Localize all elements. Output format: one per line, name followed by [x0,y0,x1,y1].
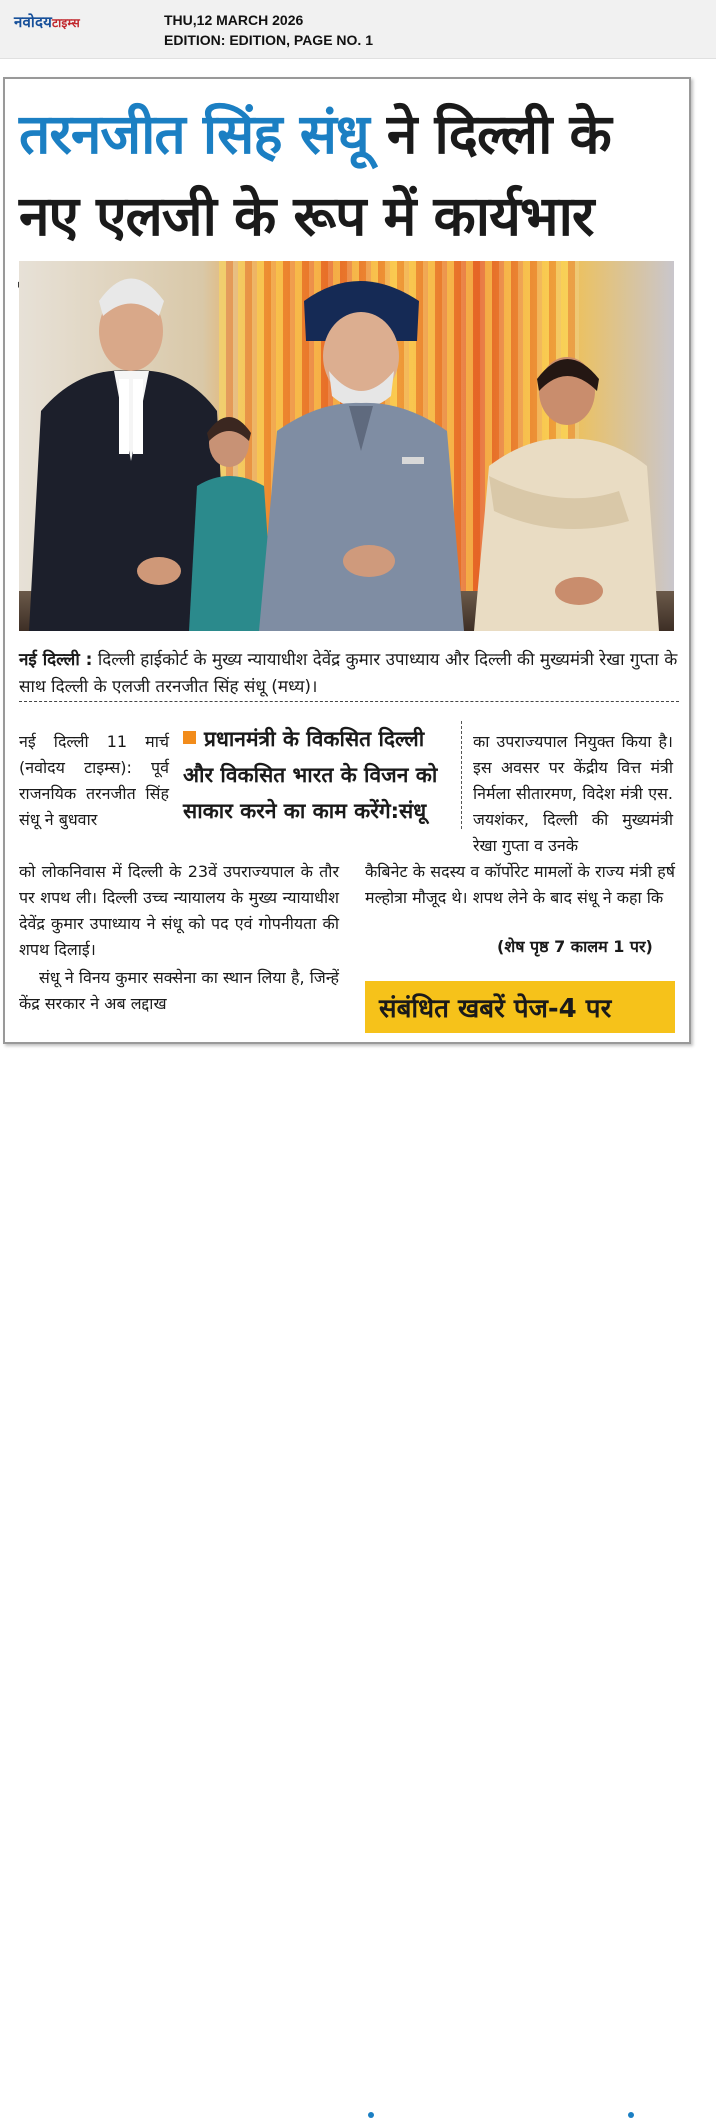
related-news-text: संबंधित खबरें पेज-4 पर [379,994,612,1024]
logo-text-2: टाइम्स [52,16,80,30]
photo-figures [19,261,674,631]
edition-info [164,10,373,50]
photo-caption [19,647,679,701]
top-bar [0,0,716,59]
dot-marker-icon [368,2112,374,2118]
related-news-banner[interactable] [365,981,675,1033]
caption-text: दिल्ली हाईकोर्ट के मुख्य न्यायाधीश देवेंद्र कुमार उपाध्याय और दिल्ली की मुख्यमंत्री रेखा गुप्ता के साथ दिल्ली के एलजी तरनजीत सिंह संधू (मध्य)। [19,650,678,697]
dot-marker-icon [628,2112,634,2118]
edition-date: THU,12 MARCH 2026 [164,12,304,28]
edition-page: EDITION: EDITION, PAGE NO. 1 [164,32,373,48]
headline-rest: ने दिल्ली के नए एलजी के रूप में कार्यभार [19,102,611,248]
square-bullet-icon [183,731,196,744]
continued-note: (शेष पृष्ठ 7 कालम 1 पर) [497,937,653,956]
subheadline [183,721,462,829]
person-right [474,357,659,631]
newspaper-logo[interactable] [14,12,80,32]
column-1-bottom: को लोकनिवास में दिल्ली के 23वें उपराज्यपाल के तौर पर शपथ ली। दिल्ली उच्च न्यायालय के मुख्य न्यायाधीश देवेंद्र कुमार उपाध्याय ने संधू को पद एवं गोपनीयता की शपथ दिलाई। [19,862,339,959]
column-3-bottom: कैबिनेट के सदस्य व कॉर्पोरेट मामलों के राज्य मंत्री हर्ष मल्होत्रा मौजूद थे। शपथ लेने के बाद संधू ने कहा कि [365,862,675,907]
column-3-top: का उपराज्यपाल नियुक्त किया है। इस अवसर पर केंद्रीय वित्त मंत्री निर्मला सीतारमण, विदेश मंत्री एस. जयशंकर, दिल्ली की मुख्यमंत्री रेखा गुप्ता व उनके [473,732,673,855]
next-article-strip [0,1052,716,1074]
section-divider [19,701,679,702]
subheadline-text: प्रधानमंत्री के विकसित दिल्ली और विकसित भारत के विजन को साकार करने का काम करेंगे:संधू [183,727,438,823]
person-center [259,281,464,631]
logo-text: नवोदय [14,13,53,31]
column-1-paragraph-2: संधू ने विनय कुमार सक्सेना का स्थान लिया है, जिन्हें केंद्र सरकार ने अब लद्दाख [19,968,339,1013]
article-clipping [3,77,691,1044]
news-photo [19,261,674,631]
caption-place: नई दिल्ली : [19,650,93,670]
headline-highlight: तरनजीत सिंह संधू [19,102,369,166]
column-1-top: नई दिल्ली 11 मार्च (नवोदय टाइम्स): पूर्व राजनयिक तरनजीत सिंह संधू ने बुधवार [19,732,169,829]
